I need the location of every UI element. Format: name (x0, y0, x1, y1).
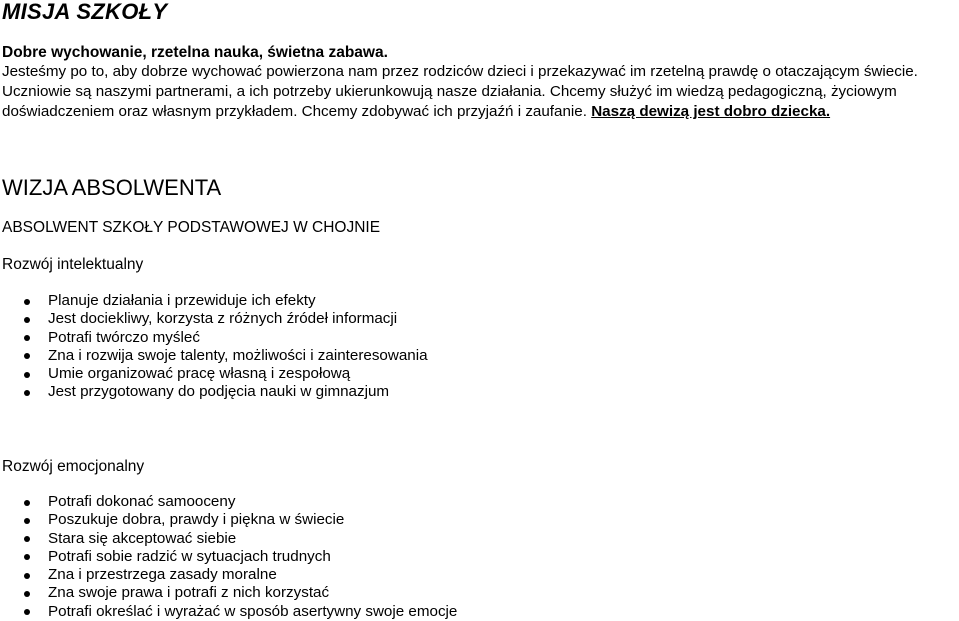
bullet-icon (24, 573, 30, 579)
bullet-icon (24, 591, 30, 597)
list-item (2, 310, 428, 328)
bullet-icon (24, 390, 30, 396)
list-item (2, 493, 457, 511)
list-item (2, 365, 428, 383)
bullet-icon (24, 372, 30, 378)
list-item (2, 292, 428, 310)
bullet-icon (24, 554, 30, 560)
list-item-text: Potrafi określać i wyrażać w sposób asertywny swoje emocje (48, 602, 458, 620)
list-item-text: Potrafi sobie radzić w sytuacjach trudnych (48, 547, 331, 565)
list-item-text: Poszukuje dobra, prawdy i piękna w świecie (48, 511, 345, 529)
mission-title: MISJA SZKOŁY (2, 0, 168, 24)
list-item (2, 329, 428, 347)
list-item (2, 566, 457, 584)
bullet-icon (24, 609, 30, 615)
bullet-icon (24, 317, 30, 323)
list-item-text: Potrafi twórczo myśleć (48, 328, 200, 346)
list-item-text: Jest dociekliwy, korzysta z różnych źródeł informacji (48, 310, 398, 328)
bullet-icon (24, 299, 30, 305)
document-page (2, 0, 957, 620)
bullet-icon (24, 536, 30, 542)
bullet-icon (24, 518, 30, 524)
list-item-text: Zna swoje prawa i potrafi z nich korzystać (48, 584, 330, 602)
bullet-icon (24, 335, 30, 341)
intellectual-development-list (2, 292, 428, 402)
mission-paragraph (2, 62, 957, 122)
vision-title: WIZJA ABSOLWENTA (2, 175, 222, 200)
bullet-icon (24, 353, 30, 359)
list-item (2, 530, 457, 548)
section-heading-intellectual: Rozwój intelektualny (2, 256, 144, 273)
emotional-development-list (2, 493, 457, 621)
list-item (2, 584, 457, 602)
mission-paragraph-text: Jesteśmy po to, aby dobrze wychować powierzona nam przez rodziców dzieci i przekazywać im rzetelną prawdę o otaczającym świecie. Uczniowie są naszymi partnerami, a ich potrzeby ukierunkowują nasze działania. Chcemy służyć im wiedzą pedagogiczną, życiowym doświadczeniem oraz własnym przykładem. Chcemy zdobywać ich przyjaźń i zaufanie. (2, 63, 918, 120)
bullet-icon (24, 500, 30, 506)
list-item (2, 511, 457, 529)
section-heading-emotional: Rozwój emocjonalny (2, 458, 145, 475)
list-item (2, 603, 457, 621)
list-item-text: Planuje działania i przewiduje ich efekty (48, 292, 316, 309)
mission-emphasis: Naszą dewizą jest dobro dziecka. (591, 103, 831, 120)
list-item-text: Umie organizować pracę własną i zespołową (48, 365, 351, 383)
list-item-text: Stara się akceptować siebie (48, 529, 237, 547)
list-item (2, 383, 428, 401)
list-item-text: Zna i rozwija swoje talenty, możliwości i zainteresowania (48, 346, 428, 364)
list-item (2, 548, 457, 566)
list-item-text: Potrafi dokonać samooceny (48, 493, 236, 510)
list-item-text: Zna i przestrzega zasady moralne (48, 566, 277, 584)
vision-subtitle: ABSOLWENT SZKOŁY PODSTAWOWEJ W CHOJNIE (2, 219, 381, 236)
mission-motto: Dobre wychowanie, rzetelna nauka, świetna zabawa. (2, 44, 388, 61)
list-item-text: Jest przygotowany do podjęcia nauki w gimnazjum (48, 383, 390, 401)
list-item (2, 347, 428, 365)
